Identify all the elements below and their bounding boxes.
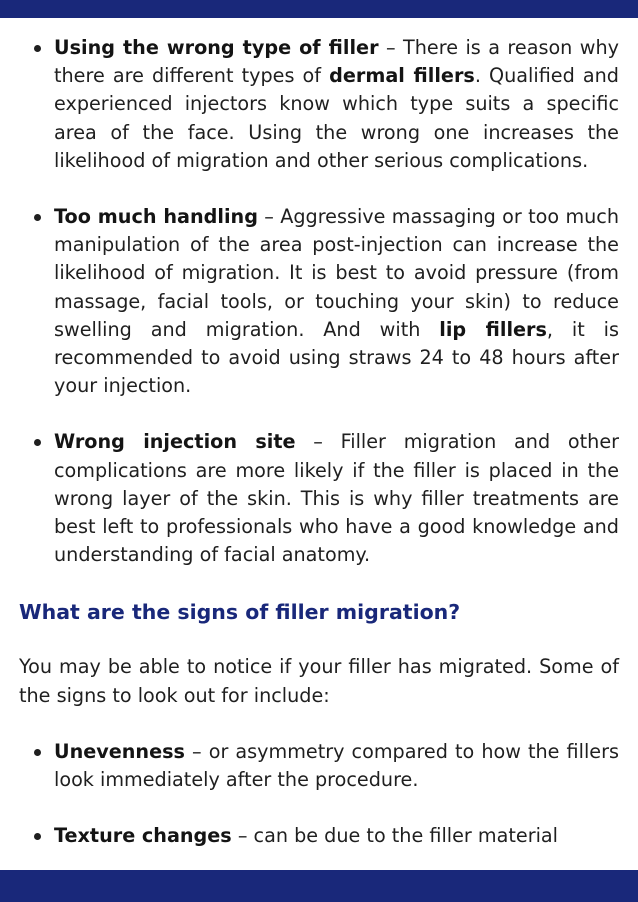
spacer bbox=[19, 175, 619, 203]
list-item-wrong-injection-site bbox=[19, 428, 619, 569]
lip-fillers-term: lip fillers bbox=[439, 317, 547, 341]
bullet-text: – Aggressive massaging or too much manipulation of the area post-injection can increase the likelihood of migration. It is best to avoid pressure (from massage, facial tools, or touching your skin) to reduce swelling and migration. And with bbox=[54, 205, 619, 341]
bullet-title: Unevenness bbox=[54, 739, 185, 763]
bullet-title: Using the wrong type of filler bbox=[54, 36, 379, 59]
causes-list bbox=[19, 34, 619, 569]
list-item-too-much-handling bbox=[19, 203, 619, 400]
bullet-text: – or asymmetry compared to how the fillers look immediately after the procedure. bbox=[54, 739, 619, 792]
dermal-fillers-term: dermal fillers bbox=[329, 64, 475, 88]
bullet-text: – Filler migration and other complications are more likely if the filler is placed in the wrong layer of the skin. This is why filler treatments are best left to professionals who have a good knowledge and understanding of facial anatomy. bbox=[54, 430, 620, 567]
signs-list bbox=[19, 738, 619, 851]
spacer bbox=[19, 627, 619, 653]
bullet-text: , it is recommended to avoid using straws 24 to 48 hours after your injection. bbox=[54, 317, 619, 398]
intro-paragraph: You may be able to notice if your filler has migrated. Some of the signs to look out for include: bbox=[19, 655, 619, 707]
spacer bbox=[19, 400, 619, 428]
list-item-texture-changes bbox=[19, 822, 619, 850]
spacer bbox=[19, 794, 619, 822]
bullet-text: – There is a reason why there are different types of bbox=[54, 36, 620, 88]
section-heading: What are the signs of filler migration? bbox=[19, 600, 461, 625]
article-body bbox=[19, 34, 619, 850]
list-item-unevenness bbox=[19, 738, 619, 794]
bullet-text: – can be due to the filler material bbox=[231, 824, 558, 848]
spacer bbox=[19, 710, 619, 738]
spacer bbox=[19, 569, 619, 597]
bullet-title: Too much handling bbox=[54, 205, 258, 229]
top-banner-bar bbox=[0, 0, 638, 18]
bullet-title: Wrong injection site bbox=[54, 430, 296, 454]
list-item-wrong-filler-type bbox=[19, 34, 619, 175]
bullet-title: Texture changes bbox=[54, 824, 232, 848]
bullet-text: . Qualified and experienced injectors know which type suits a specific area of the face. Using the wrong one increases the likelihood of migration and other serious complications. bbox=[54, 64, 619, 172]
bottom-banner-bar bbox=[0, 870, 638, 902]
